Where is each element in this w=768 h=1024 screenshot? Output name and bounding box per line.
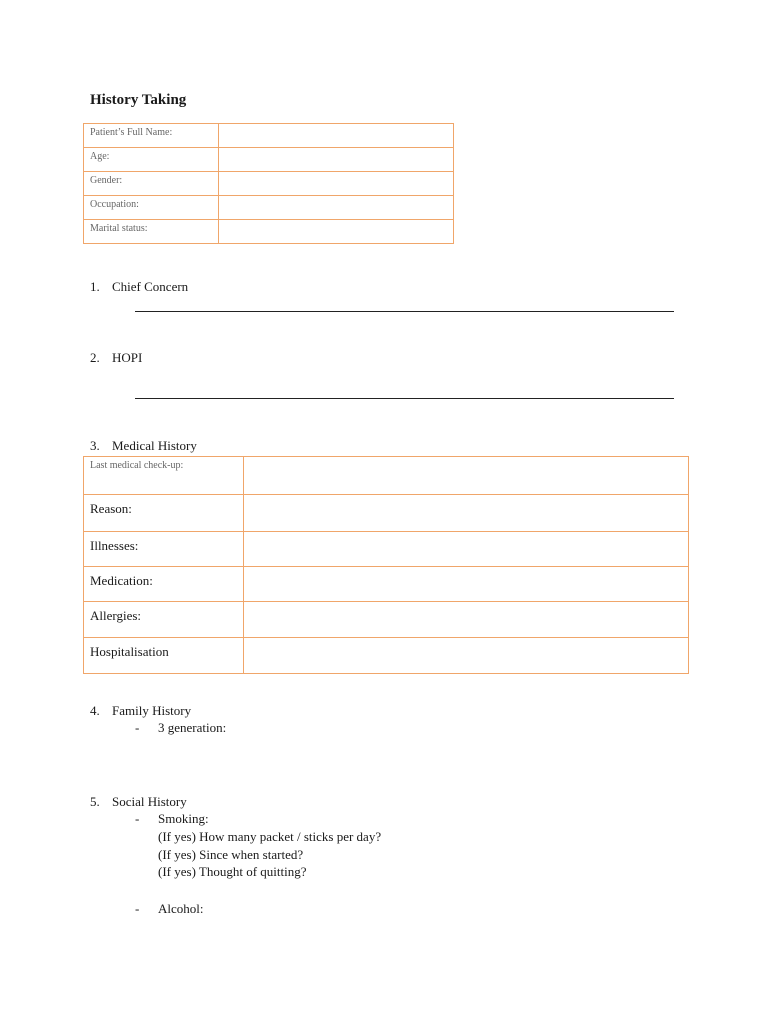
three-generation-label: 3 generation: xyxy=(158,720,227,735)
bullet-dash: - xyxy=(135,901,140,916)
section-label: Family History xyxy=(112,703,192,718)
smoking-question: (If yes) Since when started? xyxy=(158,847,304,862)
smoking-label: Smoking: xyxy=(158,811,209,826)
table-row xyxy=(84,220,454,244)
occupation-field[interactable] xyxy=(219,196,454,220)
patient-info-table xyxy=(83,123,454,244)
gender-field[interactable] xyxy=(219,172,454,196)
gender-label: Gender: xyxy=(84,172,219,196)
age-label: Age: xyxy=(84,148,219,172)
patient-name-label: Patient’s Full Name: xyxy=(84,124,219,148)
reason-field[interactable] xyxy=(244,495,689,532)
table-row xyxy=(84,567,689,602)
last-checkup-field[interactable] xyxy=(244,457,689,495)
page-title: History Taking xyxy=(90,92,187,108)
section-hopi xyxy=(90,350,142,366)
table-row xyxy=(84,495,689,532)
age-field[interactable] xyxy=(219,148,454,172)
marital-status-field[interactable] xyxy=(219,220,454,244)
hospitalisation-field[interactable] xyxy=(244,638,689,674)
section-social-history xyxy=(90,794,187,810)
table-row xyxy=(84,124,454,148)
reason-label: Reason: xyxy=(84,495,244,532)
section-medical-history xyxy=(90,438,197,454)
marital-status-label: Marital status: xyxy=(84,220,219,244)
occupation-label: Occupation: xyxy=(84,196,219,220)
table-row xyxy=(84,602,689,638)
section-number: 2. xyxy=(90,350,100,365)
section-number: 5. xyxy=(90,794,100,809)
table-row xyxy=(84,457,689,495)
patient-name-field[interactable] xyxy=(219,124,454,148)
illnesses-label: Illnesses: xyxy=(84,532,244,567)
illnesses-field[interactable] xyxy=(244,532,689,567)
hopi-answer-line[interactable] xyxy=(135,398,674,399)
section-family-history xyxy=(90,703,191,719)
section-label: Social History xyxy=(112,794,187,809)
table-row xyxy=(84,196,454,220)
table-row xyxy=(84,172,454,196)
bullet-dash: - xyxy=(135,811,140,826)
section-number: 3. xyxy=(90,438,100,453)
section-label: Chief Concern xyxy=(112,279,189,294)
medical-history-table xyxy=(83,456,689,674)
smoking-question: (If yes) Thought of quitting? xyxy=(158,864,307,879)
hospitalisation-label: Hospitalisation xyxy=(84,638,244,674)
alcohol-label: Alcohol: xyxy=(158,901,204,916)
section-label: HOPI xyxy=(112,350,143,365)
last-checkup-label: Last medical check-up: xyxy=(84,457,244,495)
table-row xyxy=(84,148,454,172)
section-chief-concern xyxy=(90,279,188,295)
allergies-field[interactable] xyxy=(244,602,689,638)
table-row xyxy=(84,638,689,674)
table-row xyxy=(84,532,689,567)
medication-label: Medication: xyxy=(84,567,244,602)
section-number: 4. xyxy=(90,703,100,718)
section-number: 1. xyxy=(90,279,100,294)
smoking-question: (If yes) How many packet / sticks per day? xyxy=(158,829,382,844)
chief-concern-answer-line[interactable] xyxy=(135,311,674,312)
allergies-label: Allergies: xyxy=(84,602,244,638)
section-label: Medical History xyxy=(112,438,197,453)
bullet-dash: - xyxy=(135,720,140,735)
medication-field[interactable] xyxy=(244,567,689,602)
